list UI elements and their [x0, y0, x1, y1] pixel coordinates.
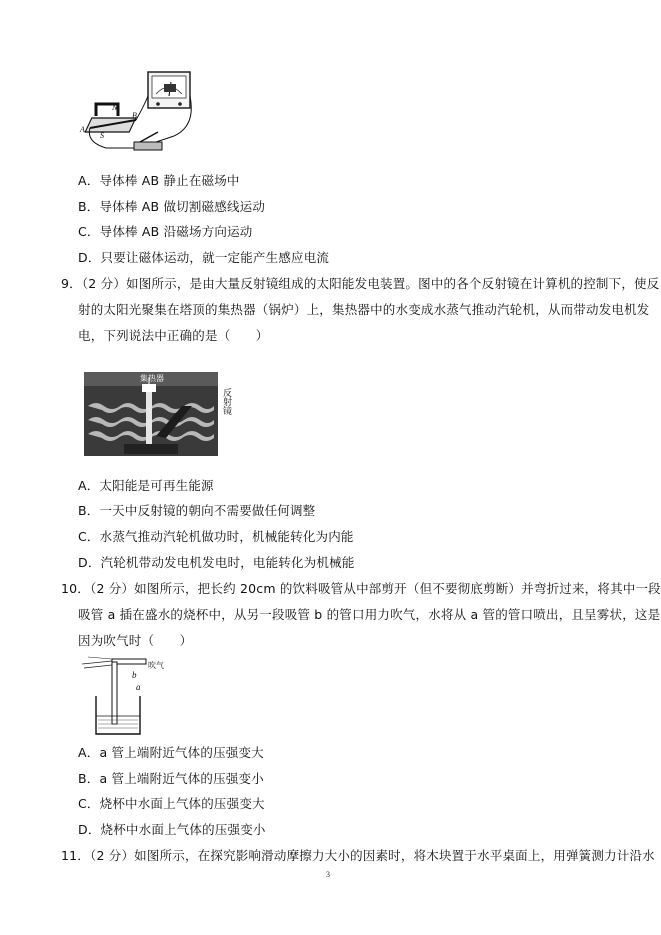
q10-option-c: C．烧杯中水面上气体的压强变大 [78, 796, 265, 811]
q10-option-a: A．a 管上端附近气体的压强变大 [78, 745, 264, 760]
induction-experiment-figure [78, 66, 198, 158]
q9-option-c: C．水蒸气推动汽轮机做功时，机械能转化为内能 [78, 529, 354, 544]
label-a: A [80, 125, 85, 134]
q9-option-d: D．汽轮机带动发电机发电时，电能转化为机械能 [78, 555, 355, 570]
label-b-straw: b [132, 670, 137, 680]
label-s: S [100, 131, 104, 140]
q8-option-a: A．导体棒 AB 静止在磁场中 [78, 173, 240, 188]
q11-stem-line1: 11．（2 分）如图所示，在探究影响滑动摩擦力大小的因素时，将木块置于水平桌面上，用弹簧测力计沿水 [61, 848, 655, 863]
q10-stem-line1: 10．（2 分）如图所示，把长约 20cm 的饮料吸管从中部剪开（但不要彻底剪断）并弯折过来，将其中一段 [61, 581, 661, 596]
straw-experiment-figure [80, 654, 180, 738]
q10-option-d: D．烧杯中水面上气体的压强变小 [78, 822, 266, 837]
q9-option-b: B．一天中反射镜的朝向不需要做任何调整 [78, 503, 316, 518]
label-blow: 吹气 [148, 661, 164, 670]
q10-stem-line3: 因为吹气时（ ） [78, 633, 193, 648]
label-a-straw: a [136, 682, 141, 692]
q10-stem-line2: 吸管 a 插在盛水的烧杯中，从另一段吸管 b 的管口用力吹气，水将从 a 管的管口喷出，且呈雾状，这是 [78, 607, 661, 622]
q9-stem-line3: 电，下列说法中正确的是（ ） [78, 328, 269, 343]
q8-option-b: B．导体棒 AB 做切割磁感线运动 [78, 199, 266, 214]
q9-stem-line2: 射的太阳光聚集在塔顶的集热器（锅炉）上，集热器中的水变成水蒸气推动汽轮机，从而带动发电机发 [78, 302, 650, 317]
mirror-label: 反射镜 [221, 388, 231, 415]
solar-tower-figure [84, 366, 252, 458]
q8-option-d: D．只要让磁体运动，就一定能产生感应电流 [78, 250, 330, 265]
label-n: N [112, 103, 118, 112]
collector-label: 集热器 [140, 374, 164, 383]
q9-option-a: A．太阳能是可再生能源 [78, 478, 214, 493]
q9-stem-line1: 9．（2 分）如图所示，是由大量反射镜组成的太阳能发电装置。图中的各个反射镜在计算机的控制下，使反 [61, 276, 660, 291]
q8-option-c: C．导体棒 AB 沿磁场方向运动 [78, 224, 253, 239]
label-b: B [132, 111, 137, 120]
q10-option-b: B．a 管上端附近气体的压强变小 [78, 771, 264, 786]
page-number: 3 [326, 870, 330, 879]
